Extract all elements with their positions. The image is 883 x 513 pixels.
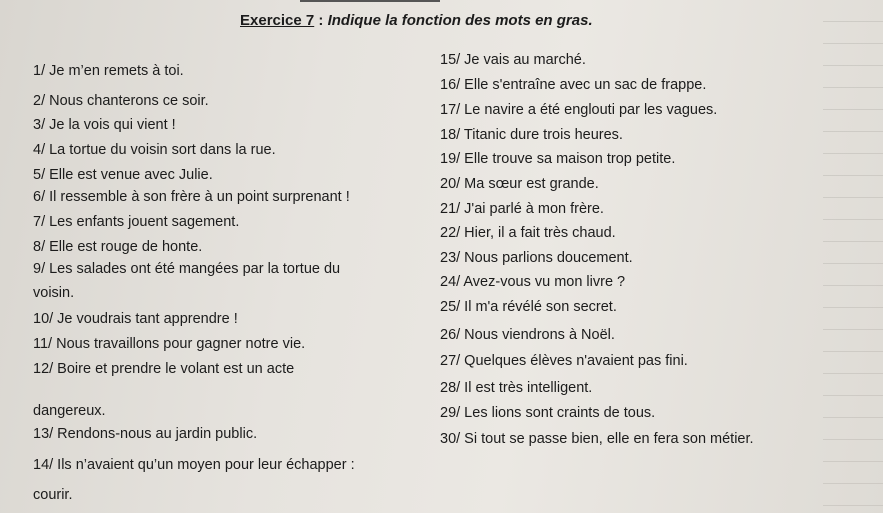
exercise-title: Exercice 7 : Indique la fonction des mots en gras. — [240, 12, 593, 29]
sentence-7: 7/ Les enfants jouent sagement. — [33, 214, 240, 230]
notebook-lines — [823, 0, 883, 513]
exercise-instruction: Indique la fonction des mots en gras. — [327, 12, 593, 29]
sentence-1: 1/ Je m’en remets à toi. — [33, 63, 184, 79]
sentence-29: 29/ Les lions sont craints de tous. — [440, 405, 656, 421]
sentence-9: 9/ Les salades ont été mangées par la tortue du — [33, 261, 341, 277]
sentence-8: 8/ Elle est rouge de honte. — [33, 239, 203, 255]
sentence-14: 14/ Ils n’avaient qu’un moyen pour leur échapper : — [33, 457, 355, 473]
top-rule — [300, 0, 440, 2]
sentence-10: 10/ Je voudrais tant apprendre ! — [33, 311, 238, 327]
sentence-3: 3/ Je la vois qui vient ! — [33, 117, 176, 133]
sentence-17: 17/ Le navire a été englouti par les vagues. — [440, 102, 718, 118]
sentence-18: 18/ Titanic dure trois heures. — [440, 127, 623, 143]
exercise-number: Exercice 7 — [240, 12, 315, 29]
sentence-15: 15/ Je vais au marché. — [440, 52, 586, 68]
sentence-22: 22/ Hier, il a fait très chaud. — [440, 225, 616, 241]
sentence-13: 13/ Rendons-nous au jardin public. — [33, 426, 258, 442]
sentence-11: 11/ Nous travaillons pour gagner notre vie. — [33, 336, 306, 352]
sentence-21: 21/ J'ai parlé à mon frère. — [440, 201, 604, 217]
sentence-20: 20/ Ma sœur est grande. — [440, 176, 599, 192]
sentence-9-continued: voisin. — [33, 285, 75, 301]
sentence-16: 16/ Elle s'entraîne avec un sac de frappe. — [440, 77, 707, 93]
sentence-28: 28/ Il est très intelligent. — [440, 380, 593, 396]
sentence-6: 6/ Il ressemble à son frère à un point surprenant ! — [33, 189, 350, 205]
sentence-27: 27/ Quelques élèves n'avaient pas fini. — [440, 353, 688, 369]
sentence-12: 12/ Boire et prendre le volant est un acte — [33, 361, 295, 377]
sentence-5: 5/ Elle est venue avec Julie. — [33, 167, 213, 183]
sentence-30: 30/ Si tout se passe bien, elle en fera son métier. — [440, 431, 754, 447]
sentence-23: 23/ Nous parlions doucement. — [440, 250, 633, 266]
sentence-26: 26/ Nous viendrons à Noël. — [440, 327, 615, 343]
sentence-14-continued: courir. — [33, 487, 73, 503]
sentence-19: 19/ Elle trouve sa maison trop petite. — [440, 151, 676, 167]
sentence-2: 2/ Nous chanterons ce soir. — [33, 93, 209, 109]
sentence-24: 24/ Avez-vous vu mon livre ? — [440, 274, 626, 290]
sentence-12-continued: dangereux. — [33, 403, 106, 419]
sentence-4: 4/ La tortue du voisin sort dans la rue. — [33, 142, 276, 158]
sentence-25: 25/ Il m'a révélé son secret. — [440, 299, 617, 315]
